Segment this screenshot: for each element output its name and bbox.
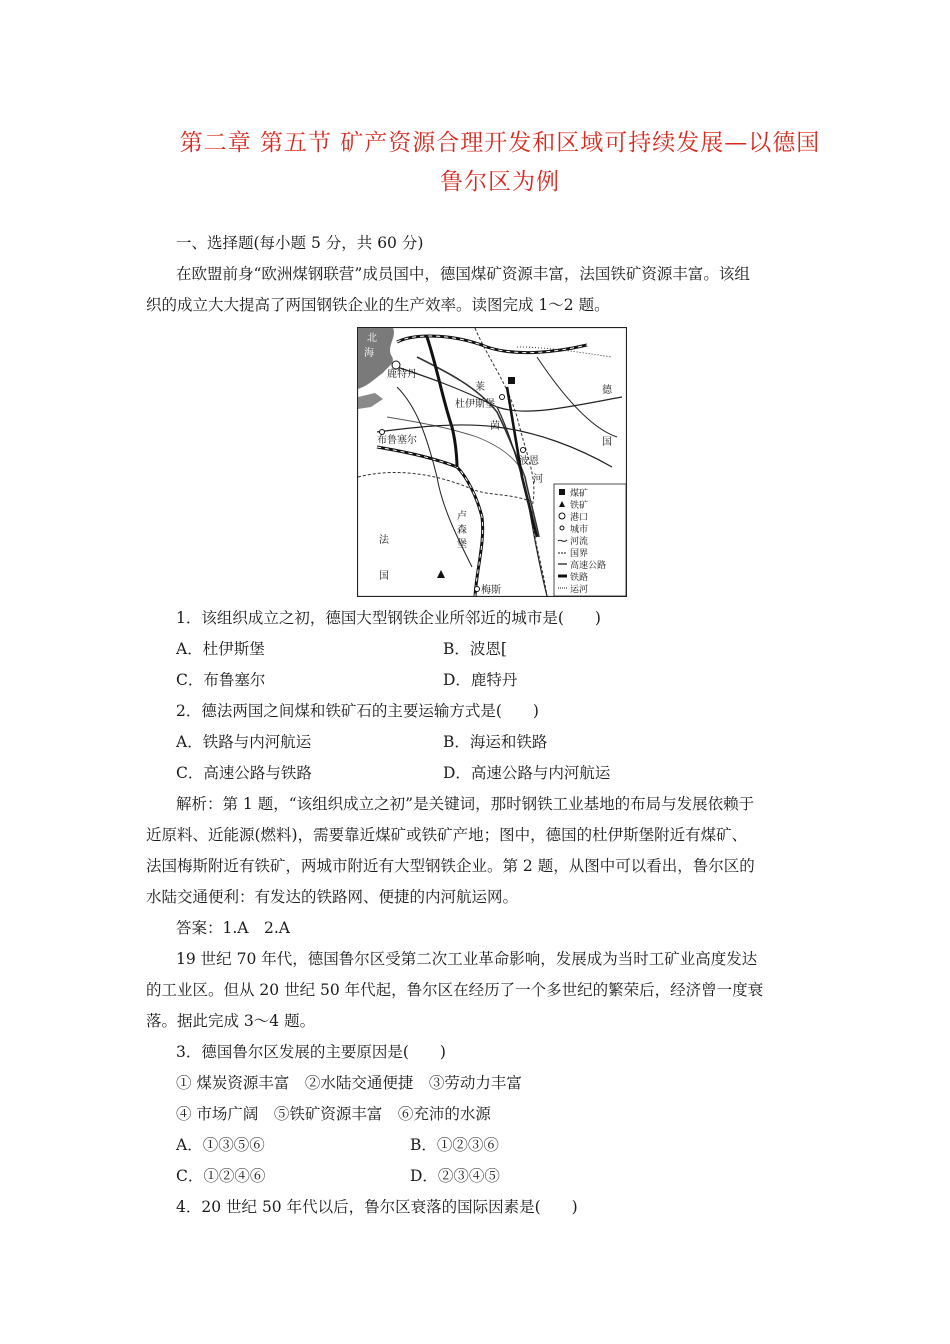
q2-option-a: A．铁路与内河航运 (176, 733, 312, 751)
region-label-france-1: 法 (379, 535, 389, 546)
legend-label-canal: 运河 (570, 585, 589, 595)
city-marker-brussels (380, 430, 385, 435)
q3-option-a: A．①③⑤⑥ (176, 1136, 265, 1154)
region-label-germany-2: 国 (602, 437, 612, 448)
ruhr-map-svg (357, 327, 627, 597)
city-marker-bonn (521, 448, 526, 453)
city-label-rotterdam: 鹿特丹 (387, 369, 417, 380)
q3-option-c: C．①②④⑥ (176, 1167, 266, 1185)
answer-line: 答案：1.A 2.A (176, 919, 290, 937)
region-label-france-2: 国 (379, 571, 389, 582)
question-4: 4．20 世纪 50 年代以后，鲁尔区衰落的国际因素是( ) (176, 1198, 578, 1216)
question-2: 2．德法两国之间煤和铁矿石的主要运输方式是( ) (176, 702, 539, 720)
sea-label-2: 海 (364, 348, 374, 359)
intro-text-1a: 在欧盟前身“欧洲煤钢联营”成员国中，德国煤矿资源丰富，法国铁矿资源丰富。该组 (176, 265, 750, 283)
region-label-rhine-3: 河 (533, 474, 543, 485)
q3-option-b: B．①②③⑥ (410, 1136, 499, 1154)
city-marker-duisburg (500, 395, 505, 400)
intro-text-2c: 落。据此完成 3～4 题。 (146, 1012, 316, 1030)
legend-label-river: 河流 (570, 537, 589, 547)
q1-option-b: B．波恩[ (443, 640, 507, 658)
port-icon (559, 513, 565, 519)
region-label-rhine-1: 莱 (475, 382, 485, 393)
question-3: 3．德国鲁尔区发展的主要原因是( ) (176, 1043, 446, 1061)
q1-option-a: A．杜伊斯堡 (176, 640, 265, 658)
region-label-lux-1: 卢 (457, 511, 467, 522)
city-label-metz: 梅斯 (481, 585, 501, 596)
legend-label-port: 港口 (570, 513, 589, 523)
q2-option-d: D．高速公路与内河航运 (443, 764, 611, 782)
question-1: 1．该组织成立之初，德国大型钢铁企业所邻近的城市是( ) (176, 609, 601, 627)
q1-option-d: D．鹿特丹 (443, 671, 518, 689)
coal-mine-marker (508, 377, 515, 384)
region-label-lux-3: 堡 (457, 539, 467, 550)
page-title-line-2: 鲁尔区为例 (440, 169, 560, 195)
q2-option-c: C．高速公路与铁路 (176, 764, 312, 782)
q2-option-b: B．海运和铁路 (443, 733, 548, 751)
legend-box (554, 484, 626, 596)
city-label-bonn: 波恩 (519, 456, 539, 467)
port-marker (392, 361, 400, 369)
intro-text-1b: 织的成立大大提高了两国钢铁企业的生产效率。读图完成 1～2 题。 (146, 296, 610, 314)
section-heading: 一、选择题(每小题 5 分，共 60 分) (176, 234, 424, 252)
analysis-line-2: 近原料、近能源(燃料)，需要靠近煤矿或铁矿产地；图中，德国的杜伊斯堡附近有煤矿、 (146, 826, 748, 844)
legend-label-border: 国界 (570, 549, 589, 559)
intro-text-2b: 的工业区。但从 20 世纪 50 年代起，鲁尔区在经历了一个多世纪的繁荣后，经济曾一度衰 (146, 981, 764, 999)
analysis-line-3: 法国梅斯附近有铁矿，两城市附近有大型钢铁企业。第 2 题，从图中可以看出，鲁尔区的 (146, 857, 755, 875)
analysis-line-1: 解析：第 1 题，“该组织成立之初”是关键词，那时钢铁工业基地的布局与发展依赖于 (176, 795, 755, 813)
city-label-duisburg: 杜伊斯堡 (455, 399, 495, 410)
city-icon (560, 526, 564, 530)
ruhr-map-figure (357, 327, 627, 597)
legend-label-highway: 高速公路 (570, 561, 607, 571)
q3-items-2: ④ 市场广阔 ⑤铁矿资源丰富 ⑥充沛的水源 (176, 1105, 491, 1123)
city-marker-metz (475, 587, 480, 592)
coal-mine-icon (559, 489, 565, 495)
analysis-line-4: 水陆交通便利：有发达的铁路网、便捷的内河航运网。 (146, 888, 519, 906)
legend-label-city: 城市 (570, 525, 589, 535)
region-label-germany-1: 德 (602, 385, 612, 396)
page-title-line-1: 第二章 第五节 矿产资源合理开发和区域可持续发展—以德国 (179, 130, 821, 156)
q3-items-1: ① 煤炭资源丰富 ②水陆交通便捷 ③劳动力丰富 (176, 1074, 522, 1092)
city-label-brussels: 布鲁塞尔 (377, 435, 417, 446)
q3-option-d: D．②③④⑤ (410, 1167, 500, 1185)
sea-label-1: 北 (367, 333, 377, 344)
region-label-rhine-2: 茵 (490, 421, 500, 432)
legend-label-coal: 煤矿 (570, 489, 589, 499)
intro-text-2a: 19 世纪 70 年代，德国鲁尔区受第二次工业革命影响，发展成为当时工矿业高度发达 (176, 950, 758, 968)
region-label-lux-2: 森 (457, 525, 467, 536)
legend-label-iron: 铁矿 (570, 501, 589, 511)
legend-label-railway: 铁路 (570, 573, 589, 583)
q1-option-c: C．布鲁塞尔 (176, 671, 266, 689)
